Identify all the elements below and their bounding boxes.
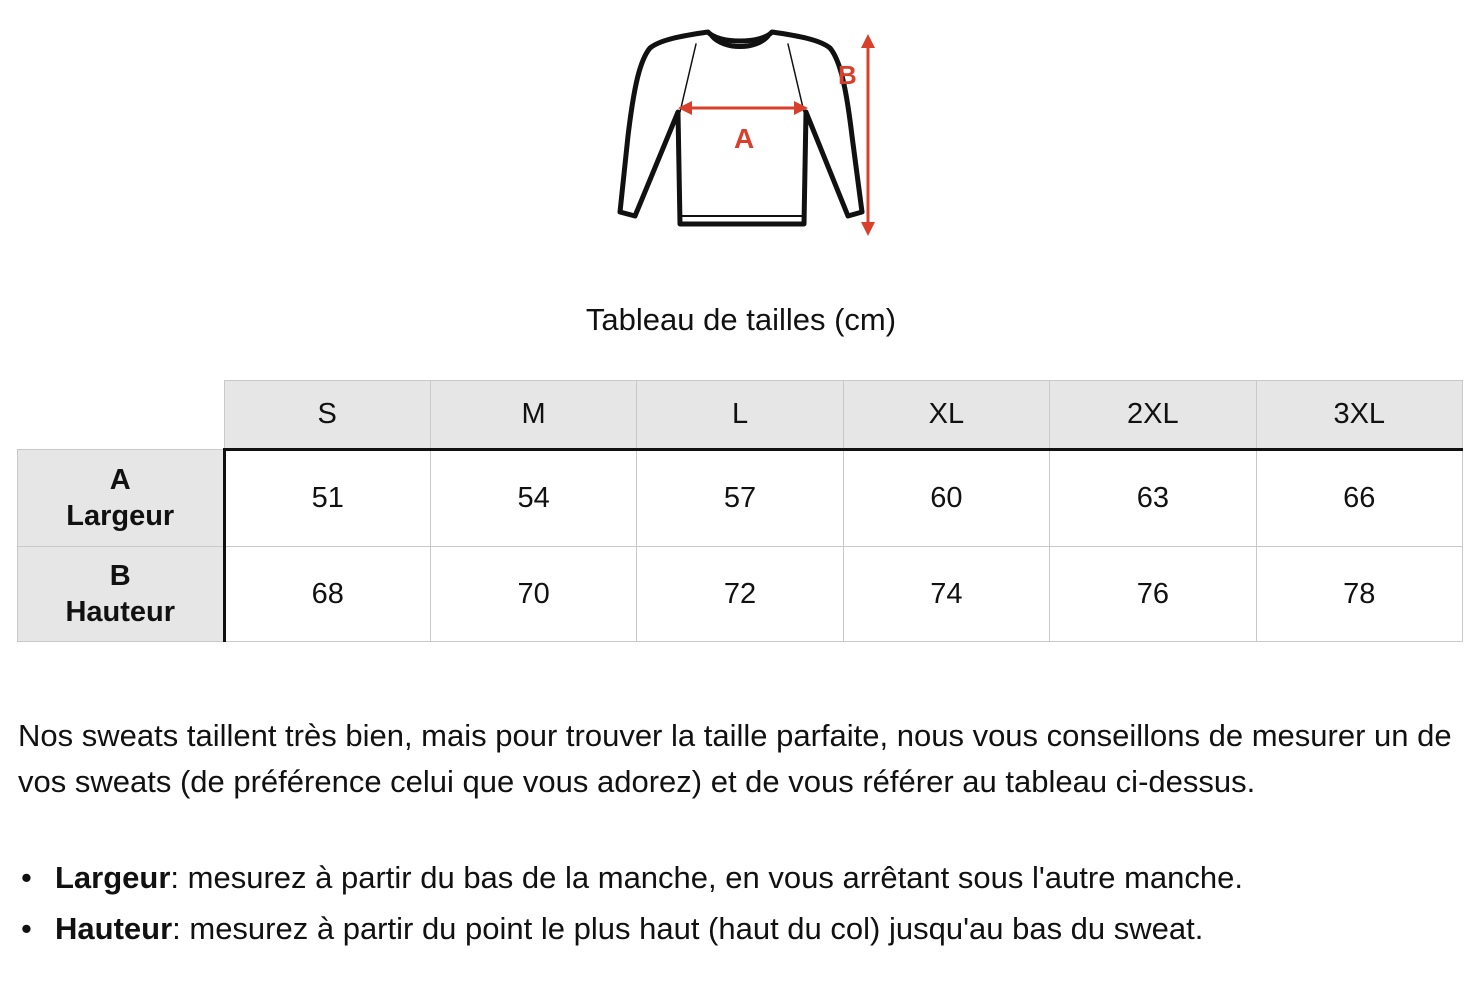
label-b: B bbox=[838, 60, 857, 90]
table-cell: 60 bbox=[843, 450, 1049, 547]
row-header-height bbox=[18, 547, 225, 642]
row-letter: A bbox=[109, 464, 131, 496]
intro-paragraph: Nos sweats taillent très bien, mais pour trouver la taille parfaite, nous vous conseillons de mesurer un de vos sweats (de préférence celui que vous adorez) et de vous référer au tableau ci-dessus. bbox=[18, 718, 1452, 799]
sweater-measurement-diagram bbox=[600, 26, 890, 248]
table-cell: 78 bbox=[1256, 547, 1462, 642]
size-header-l: L bbox=[637, 381, 843, 450]
size-table bbox=[17, 380, 1463, 642]
tip-text: : mesurez à partir du bas de la manche, en vous arrêtant sous l'autre manche. bbox=[170, 860, 1243, 895]
bullet: • bbox=[21, 860, 32, 895]
table-cell: 54 bbox=[430, 450, 636, 547]
corner-cell bbox=[18, 381, 225, 450]
table-cell: 74 bbox=[843, 547, 1049, 642]
size-header-3xl: 3XL bbox=[1256, 381, 1462, 450]
tip-item-height bbox=[18, 903, 1243, 954]
tip-text: : mesurez à partir du point le plus haut (haut du col) jusqu'au bas du sweat. bbox=[172, 911, 1204, 946]
bullet: • bbox=[21, 911, 32, 946]
size-header-2xl: 2XL bbox=[1050, 381, 1256, 450]
measurement-tips bbox=[18, 852, 1243, 954]
table-row-height bbox=[18, 547, 1463, 642]
table-cell: 68 bbox=[224, 547, 430, 642]
table-cell: 51 bbox=[224, 450, 430, 547]
table-row-width bbox=[18, 450, 1463, 547]
table-cell: 57 bbox=[637, 450, 843, 547]
table-cell: 63 bbox=[1050, 450, 1256, 547]
tip-item-width bbox=[18, 852, 1243, 903]
table-cell: 70 bbox=[430, 547, 636, 642]
table-cell: 66 bbox=[1256, 450, 1462, 547]
size-header-s: S bbox=[224, 381, 430, 450]
row-label: Largeur bbox=[66, 500, 175, 532]
table-cell: 76 bbox=[1050, 547, 1256, 642]
row-header-width bbox=[18, 450, 225, 547]
size-header-xl: XL bbox=[843, 381, 1049, 450]
table-caption: Tableau de tailles (cm) bbox=[585, 302, 897, 337]
row-letter: B bbox=[109, 560, 131, 592]
size-header-m: M bbox=[430, 381, 636, 450]
row-label: Hauteur bbox=[65, 596, 176, 628]
tip-term: Largeur bbox=[55, 860, 171, 895]
table-cell: 72 bbox=[637, 547, 843, 642]
size-header-row bbox=[18, 381, 1463, 450]
label-a: A bbox=[734, 123, 755, 154]
tip-term: Hauteur bbox=[55, 911, 173, 946]
